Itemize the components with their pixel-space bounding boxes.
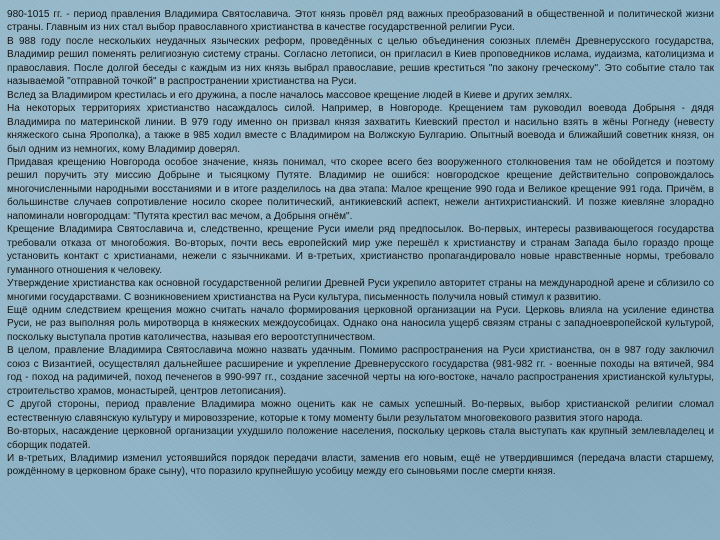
paragraph-criticism-first: С другой стороны, период правление Владимира можно оценить как не самых успешный. Во-первых, выбор христианской религии сломал естественную славянскую культуру и мировоззрение, которые к тому моменту были результатом многовекового развития этого народа.: [7, 399, 714, 424]
paragraph-criticism-third: И в-третьих, Владимир изменил устоявшийся порядок передачи власти, заменив его новым, ещё не утвердившимся (передача власти старшему, рождённому в церковном браке сыну), что поразило крупнейшую усобицу между его сыновьями после смерти князя.: [7, 452, 714, 478]
paragraph-reign-intro: 980-1015 гг. - период правления Владимира Святославича. Этот князь провёл ряд важных преобразований в общественной и политической жизни страны. Главным из них стал выбор православного христианства в качестве государственной религии Руси.: [7, 9, 714, 34]
paragraph-novgorod-dobrynya: На некоторых территориях христианство насаждалось силой. Например, в Новгороде. Крещением там руководил воевода Добрыня - дядя Владимира по материнской линии. В 979 году именно он призвал князя захватить Киевский престол и насильно взять в жёны Рогнеду (невесту княжеского сына Ярополка), а также в 985 ходил вместе с Владимиром на Волжскую Булгарию. Опытный воевода и ближайший советник князя, он был одним из немногих, кому Владимир доверял.: [7, 103, 714, 155]
paragraph-prerequisites: Крещение Владимира Святославича и, следственно, крещение Руси имели ряд предпосылок. Во-первых, интересы развивающегося государства требовали отказа от многобожия. Во-вторых, почти весь европейский мир уже перешёл к христианству и странам Запада было гораздо проще установить контакт с христианами, нежели с язычниками. И в-третьих, христианство пропагандировало новые нравственные нормы, требовало гуманного отношения к человеку.: [7, 224, 714, 276]
paragraph-religion-choice: В 988 году после нескольких неудачных языческих реформ, проведённых с целью объединения союзных племён Древнерусского государства, Владимир решил поменять религиозную систему страны. Согласно летописи, он пригласил в Киев проповедников ислама, иудаизма, католицизма и православия. После долгой беседы с каждым из них князь выбрал православие, решив креститься "по закону греческому". Это событие стало так называемой "отправной точкой" в распространении христианства на Руси.: [7, 35, 714, 88]
paragraph-successful-reign: В целом, правление Владимира Святославича можно назвать удачным. Помимо распространения на Руси христианства, он в 987 году заключил союз с Византией, осуществлял дальнейшее расширение и укрепление Древнерусского государства (981-982 гг. - военные походы на вятичей, 984 год - поход на радимичей, поход печенегов в 990-997 гг., создание засечной черты на юго-востоке, начало распространения христианской культуры, строительство храмов, монастырей, центров летописания).: [7, 345, 714, 397]
paragraph-church-organization: Ещё одним следствием крещения можно считать начало формирования церковной организации на Руси. Церковь влияла на усиление единства Руси, не раз выполняя роль миротворца в княжеских междоусобицах. Однако она наносила ущерб связям страны с западноевропейской культурой, поскольку выступала против католичества, называя его вероотступничеством.: [7, 304, 714, 343]
paragraph-mass-baptism: Вслед за Владимиром крестилась и его дружина, а после началось массовое крещение людей в Киеве и других землях.: [7, 89, 573, 101]
paragraph-novgorod-baptism: Придавая крещению Новгорода особое значение, князь понимал, что скорее всего без вооруженного столкновения там не обойдется и поэтому решил поручить эту миссию Добрыне и тысяцкому Путяте. Владимир не ошибся: новгородское крещение действительно сопровождалось многочисленными народными восстаниями и в итоге разделилось на два этапа: Малое крещение 990 года и Великое крещение 991 года. Причём, в большинстве случаев сопротивление носило скорее политический, антикиевский аспект, нежели антихристианский. И позже киевляне злорадно напоминали новгородцам: "Путята крестил вас мечом, а Добрыня огнём".: [7, 156, 714, 222]
paragraph-criticism-second: Во-вторых, насаждение церковной организации ухудшило положение населения, поскольку церковь стала выступать как крупный землевладелец и сборщик податей.: [7, 426, 714, 451]
paragraph-international-authority: Утверждение христианства как основной государственной религии Древней Руси укрепило авторитет страны на международной арене и сблизило со многими государствами. С возникновением христианства на Руси культура, письменность получила новый стимул к развитию.: [7, 278, 714, 303]
